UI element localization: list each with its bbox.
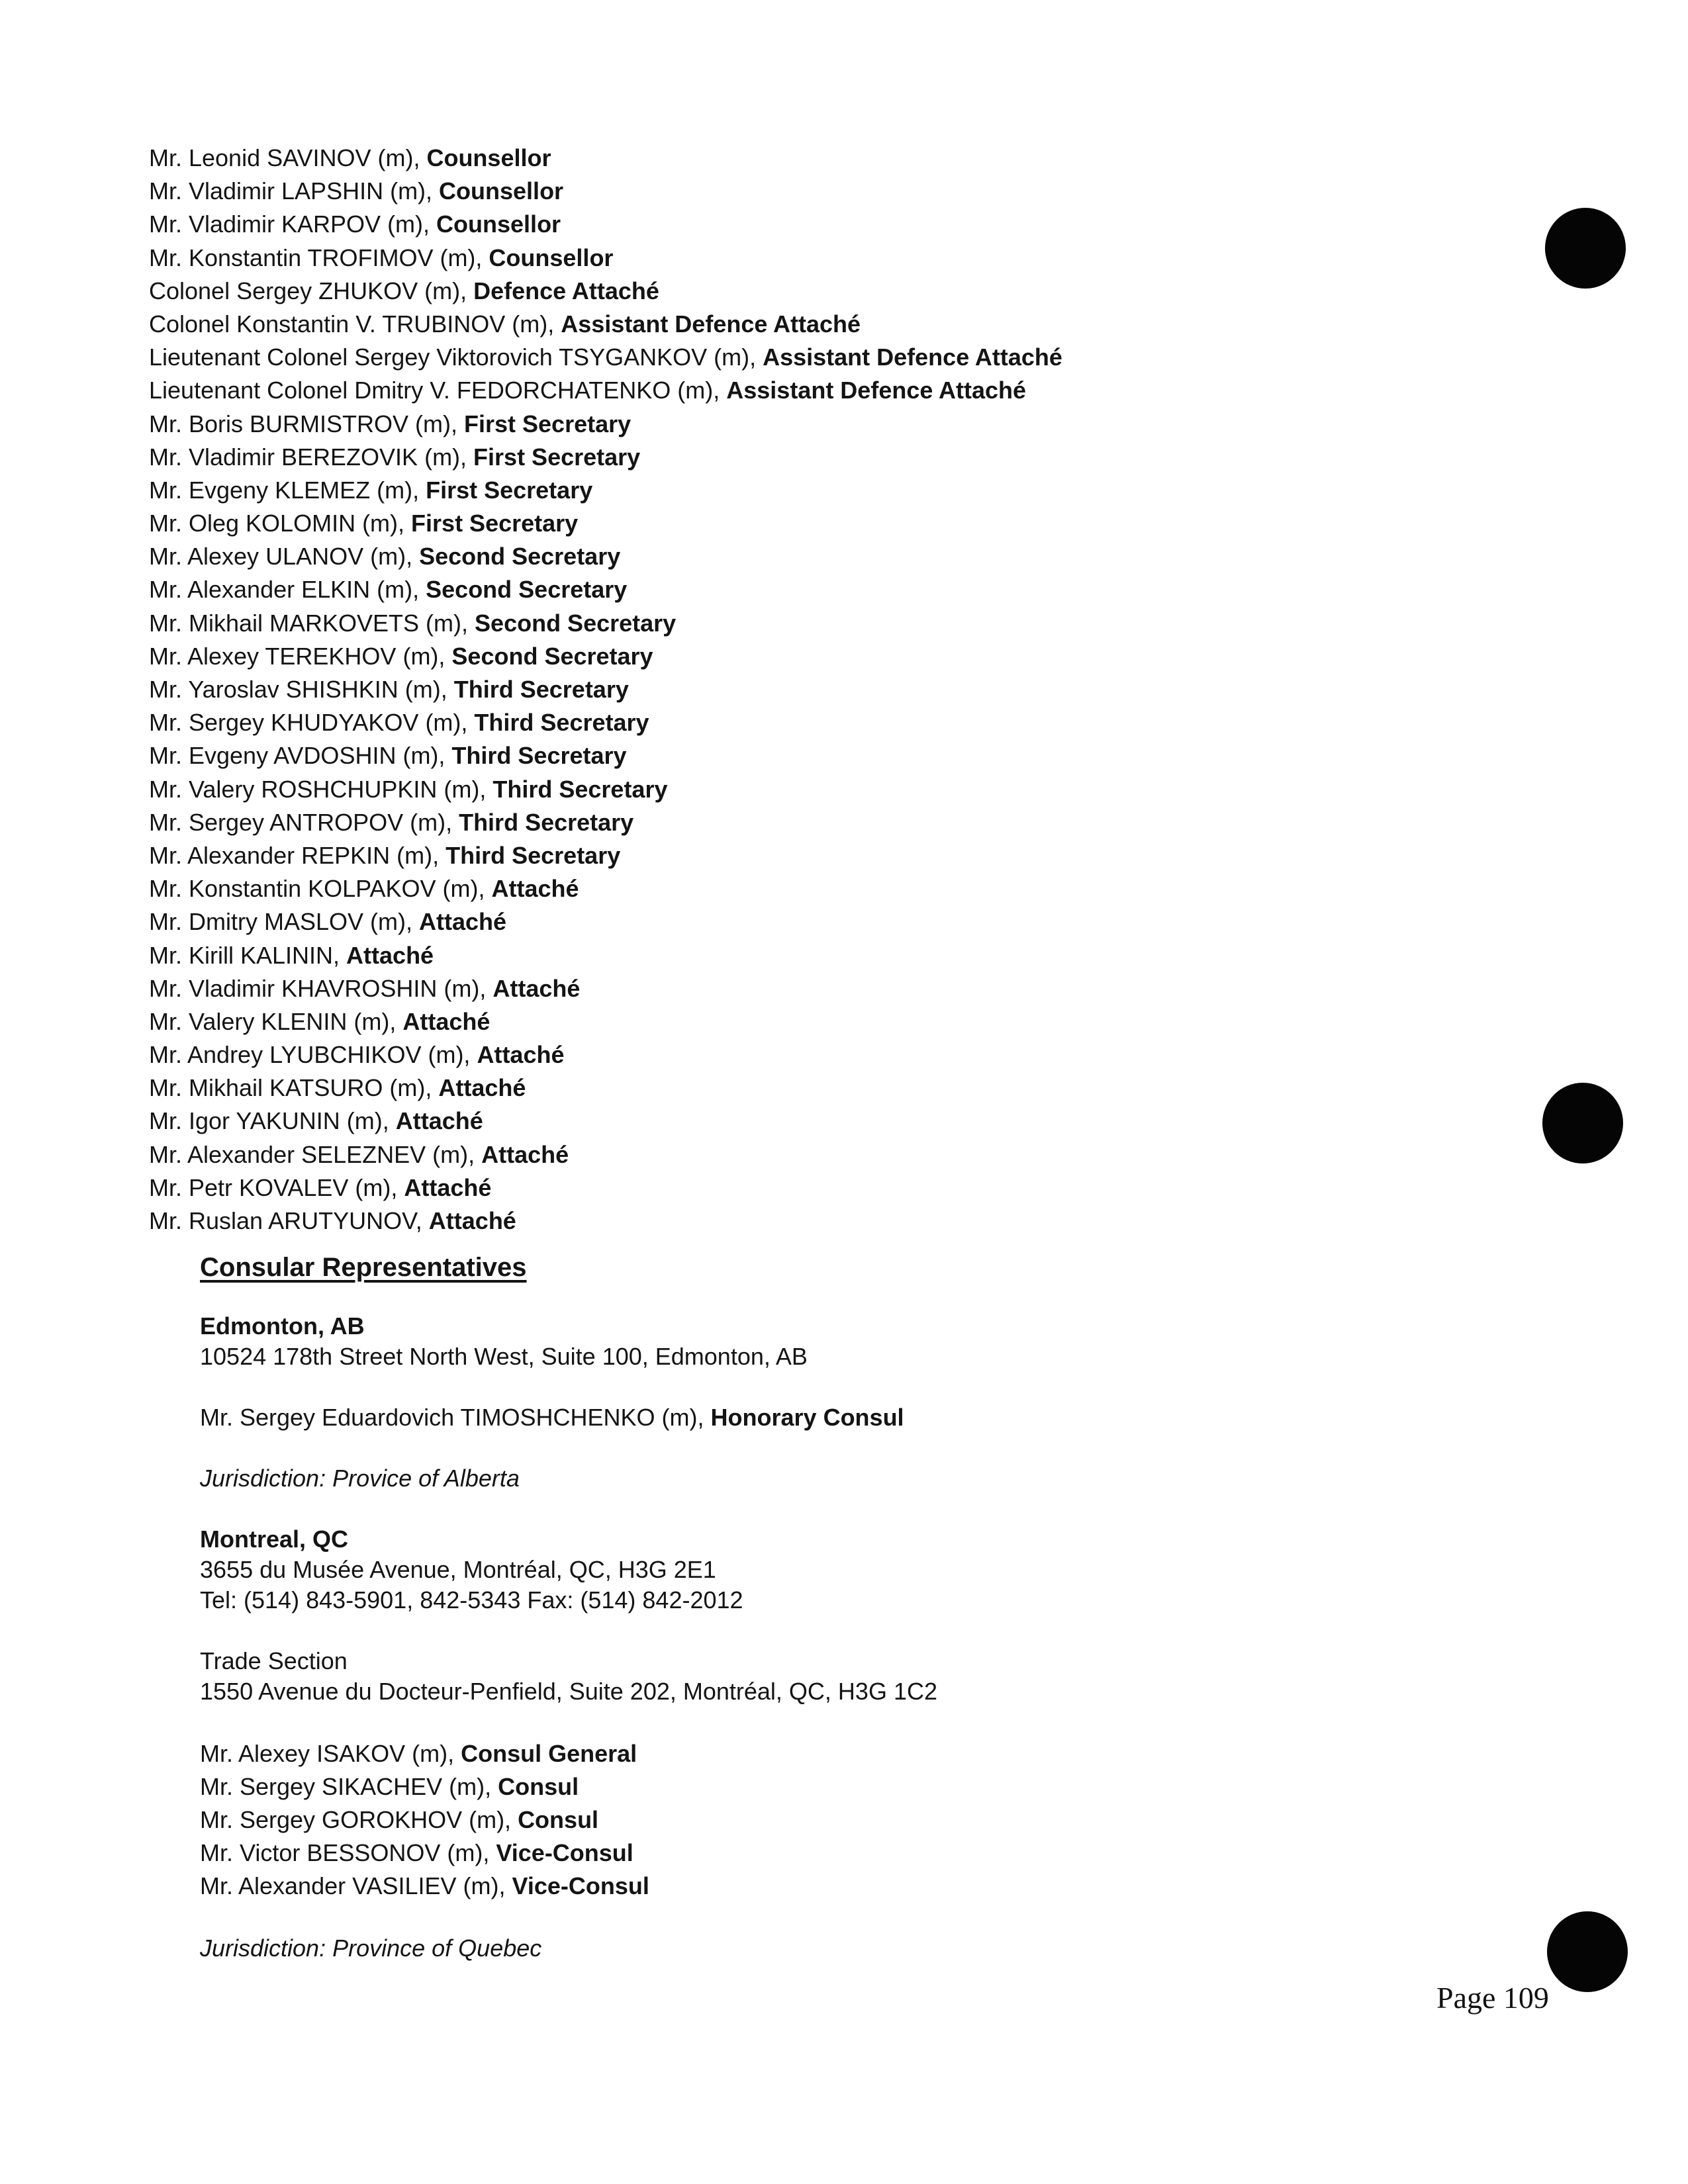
staff-name: Colonel Sergey ZHUKOV (m), bbox=[149, 277, 474, 304]
consul-entry bbox=[200, 1870, 1524, 1903]
staff-title: Third Secretary bbox=[451, 742, 627, 770]
staff-entry bbox=[149, 1138, 1062, 1171]
staff-title: First Secretary bbox=[411, 510, 579, 537]
staff-title: Third Secretary bbox=[492, 775, 668, 803]
montreal-office bbox=[200, 1524, 1524, 1964]
consul-name: Mr. Sergey GOROKHOV (m), bbox=[200, 1806, 518, 1833]
staff-name: Mr. Konstantin KOLPAKOV (m), bbox=[149, 875, 492, 903]
consul-entry bbox=[200, 1737, 1524, 1770]
office-city: Montreal, QC bbox=[200, 1525, 349, 1553]
staff-name: Mr. Vladimir LAPSHIN (m), bbox=[149, 177, 440, 205]
staff-name: Mr. Boris BURMISTROV (m), bbox=[149, 410, 464, 437]
staff-name: Mr. Yaroslav SHISHKIN (m), bbox=[149, 676, 454, 703]
staff-entry bbox=[149, 242, 1062, 275]
staff-entry bbox=[149, 374, 1062, 407]
staff-title: First Secretary bbox=[473, 443, 641, 471]
staff-title: Attaché bbox=[402, 1007, 491, 1035]
staff-title: Second Secretary bbox=[451, 642, 653, 670]
spacer bbox=[200, 1903, 1524, 1933]
staff-name: Mr. Evgeny KLEMEZ (m), bbox=[149, 476, 426, 504]
staff-entry bbox=[149, 1105, 1062, 1138]
staff-entry bbox=[149, 640, 1062, 673]
spacer bbox=[200, 1372, 1524, 1402]
staff-name: Mr. Sergey ANTROPOV (m), bbox=[149, 808, 459, 836]
staff-name: Mr. Valery ROSHCHUPKIN (m), bbox=[149, 775, 493, 803]
staff-entry bbox=[149, 142, 1062, 175]
staff-entry bbox=[149, 972, 1062, 1005]
edmonton-office bbox=[200, 1311, 1524, 1524]
office-phone: Tel: (514) 843-5901, 842-5343 Fax: (514) 842-2012 bbox=[200, 1586, 743, 1614]
staff-entry bbox=[149, 1071, 1062, 1105]
staff-title: Attaché bbox=[404, 1173, 492, 1201]
office-city: Edmonton, AB bbox=[200, 1312, 365, 1340]
staff-title: Assistant Defence Attaché bbox=[763, 343, 1062, 371]
office-address: 10524 178th Street North West, Suite 100, Edmonton, AB bbox=[200, 1343, 808, 1370]
jurisdiction-note: Jurisdiction: Provice of Alberta bbox=[200, 1465, 520, 1492]
trade-section-address: 1550 Avenue du Docteur-Penfield, Suite 202, Montréal, QC, H3G 1C2 bbox=[200, 1678, 937, 1705]
staff-entry bbox=[149, 839, 1062, 872]
consul-name: Mr. Sergey Eduardovich TIMOSHCHENKO (m), bbox=[200, 1404, 711, 1431]
staff-title: Attaché bbox=[477, 1041, 565, 1069]
staff-title: Third Secretary bbox=[445, 841, 621, 869]
staff-entry bbox=[149, 1005, 1062, 1038]
staff-name: Mr. Alexander REPKIN (m), bbox=[149, 841, 446, 869]
staff-entry bbox=[149, 1038, 1062, 1071]
staff-name: Mr. Vladimir KHAVROSHIN (m), bbox=[149, 974, 493, 1002]
staff-title: First Secretary bbox=[426, 476, 593, 504]
staff-name: Mr. Konstantin TROFIMOV (m), bbox=[149, 244, 489, 271]
staff-title: Attaché bbox=[346, 941, 434, 969]
staff-entry bbox=[149, 939, 1062, 972]
consul-title: Vice-Consul bbox=[512, 1872, 649, 1899]
staff-name: Mr. Sergey KHUDYAKOV (m), bbox=[149, 709, 475, 737]
staff-entry bbox=[149, 573, 1062, 606]
staff-title: First Secretary bbox=[464, 410, 632, 437]
staff-title: Defence Attaché bbox=[473, 277, 659, 304]
staff-entry bbox=[149, 275, 1062, 308]
staff-title: Attaché bbox=[438, 1074, 526, 1102]
consul-entry bbox=[200, 1402, 1524, 1433]
staff-name: Mr. Oleg KOLOMIN (m), bbox=[149, 510, 412, 537]
staff-title: Attaché bbox=[428, 1207, 516, 1234]
jurisdiction-note: Jurisdiction: Province of Quebec bbox=[200, 1934, 542, 1962]
montreal-consul-list bbox=[200, 1737, 1524, 1903]
staff-title: Third Secretary bbox=[453, 676, 629, 703]
staff-name: Mr. Kirill KALININ, bbox=[149, 941, 347, 969]
spacer bbox=[200, 1433, 1524, 1463]
consul-name: Mr. Alexey ISAKOV (m), bbox=[200, 1740, 461, 1767]
staff-entry bbox=[149, 806, 1062, 839]
staff-title: Assistant Defence Attaché bbox=[726, 377, 1027, 404]
spacer bbox=[200, 1615, 1524, 1646]
staff-title: Assistant Defence Attaché bbox=[561, 310, 861, 338]
staff-entry bbox=[149, 441, 1062, 474]
staff-entry bbox=[149, 408, 1062, 441]
staff-name: Mr. Alexey TEREKHOV (m), bbox=[149, 642, 452, 670]
spacer bbox=[200, 1494, 1524, 1524]
staff-title: Second Secretary bbox=[426, 576, 628, 604]
staff-name: Lieutenant Colonel Dmitry V. FEDORCHATENKO (m), bbox=[149, 377, 727, 404]
office-address: 3655 du Musée Avenue, Montréal, QC, H3G 2E1 bbox=[200, 1556, 716, 1583]
staff-title: Attaché bbox=[481, 1140, 569, 1168]
staff-name: Mr. Leonid SAVINOV (m), bbox=[149, 144, 427, 171]
consul-title: Consul bbox=[498, 1773, 579, 1800]
staff-name: Mr. Valery KLENIN (m), bbox=[149, 1007, 403, 1035]
consul-entry bbox=[200, 1770, 1524, 1803]
staff-title: Counsellor bbox=[489, 244, 614, 271]
consul-title: Consul General bbox=[461, 1740, 637, 1767]
staff-entry bbox=[149, 474, 1062, 507]
page-number: Page 109 bbox=[1436, 1981, 1549, 2015]
staff-entry bbox=[149, 540, 1062, 573]
staff-title: Third Secretary bbox=[459, 808, 634, 836]
staff-title: Third Secretary bbox=[474, 709, 649, 737]
staff-entry bbox=[149, 341, 1062, 374]
embassy-staff-list bbox=[149, 142, 1062, 1238]
staff-title: Attaché bbox=[395, 1107, 483, 1135]
staff-name: Lieutenant Colonel Sergey Viktorovich TSYGANKOV (m), bbox=[149, 343, 763, 371]
consul-title: Honorary Consul bbox=[710, 1404, 904, 1431]
staff-title: Attaché bbox=[491, 875, 579, 903]
staff-entry bbox=[149, 773, 1062, 806]
staff-entry bbox=[149, 507, 1062, 540]
staff-title: Second Secretary bbox=[475, 609, 677, 637]
staff-name: Mr. Igor YAKUNIN (m), bbox=[149, 1107, 396, 1135]
staff-name: Mr. Evgeny AVDOSHIN (m), bbox=[149, 742, 452, 770]
consul-name: Mr. Sergey SIKACHEV (m), bbox=[200, 1773, 498, 1800]
staff-entry bbox=[149, 1205, 1062, 1238]
staff-name: Mr. Vladimir KARPOV (m), bbox=[149, 210, 437, 238]
staff-entry bbox=[149, 872, 1062, 905]
staff-name: Mr. Dmitry MASLOV (m), bbox=[149, 908, 419, 936]
consul-entry bbox=[200, 1837, 1524, 1870]
staff-title: Counsellor bbox=[436, 210, 561, 238]
consular-representatives-section bbox=[200, 1251, 1524, 1964]
staff-entry bbox=[149, 607, 1062, 640]
consul-title: Consul bbox=[518, 1806, 599, 1833]
staff-entry bbox=[149, 308, 1062, 341]
spacer bbox=[200, 1707, 1524, 1737]
staff-entry bbox=[149, 208, 1062, 241]
staff-name: Mr. Mikhail KATSURO (m), bbox=[149, 1074, 439, 1102]
staff-title: Second Secretary bbox=[419, 543, 621, 570]
staff-name: Mr. Vladimir BEREZOVIK (m), bbox=[149, 443, 474, 471]
staff-name: Mr. Ruslan ARUTYUNOV, bbox=[149, 1207, 429, 1234]
consul-name: Mr. Alexander VASILIEV (m), bbox=[200, 1872, 512, 1899]
staff-entry bbox=[149, 175, 1062, 208]
staff-title: Counsellor bbox=[439, 177, 564, 205]
staff-name: Colonel Konstantin V. TRUBINOV (m), bbox=[149, 310, 561, 338]
trade-section-label: Trade Section bbox=[200, 1647, 348, 1674]
binder-hole-bottom bbox=[1547, 1911, 1628, 1992]
binder-hole-top bbox=[1545, 208, 1626, 289]
staff-entry bbox=[149, 905, 1062, 938]
staff-entry bbox=[149, 739, 1062, 772]
staff-title: Counsellor bbox=[426, 144, 551, 171]
consul-title: Vice-Consul bbox=[496, 1839, 633, 1866]
staff-entry bbox=[149, 673, 1062, 706]
consul-name: Mr. Victor BESSONOV (m), bbox=[200, 1839, 496, 1866]
section-heading: Consular Representatives bbox=[200, 1253, 527, 1282]
staff-name: Mr. Petr KOVALEV (m), bbox=[149, 1173, 404, 1201]
staff-entry bbox=[149, 706, 1062, 739]
staff-name: Mr. Andrey LYUBCHIKOV (m), bbox=[149, 1041, 477, 1069]
staff-name: Mr. Alexander SELEZNEV (m), bbox=[149, 1140, 482, 1168]
staff-title: Attaché bbox=[419, 908, 507, 936]
staff-title: Attaché bbox=[492, 974, 581, 1002]
staff-entry bbox=[149, 1171, 1062, 1205]
staff-name: Mr. Mikhail MARKOVETS (m), bbox=[149, 609, 475, 637]
staff-name: Mr. Alexander ELKIN (m), bbox=[149, 576, 426, 604]
staff-name: Mr. Alexey ULANOV (m), bbox=[149, 543, 420, 570]
binder-hole-middle bbox=[1542, 1083, 1623, 1163]
consul-entry bbox=[200, 1803, 1524, 1837]
